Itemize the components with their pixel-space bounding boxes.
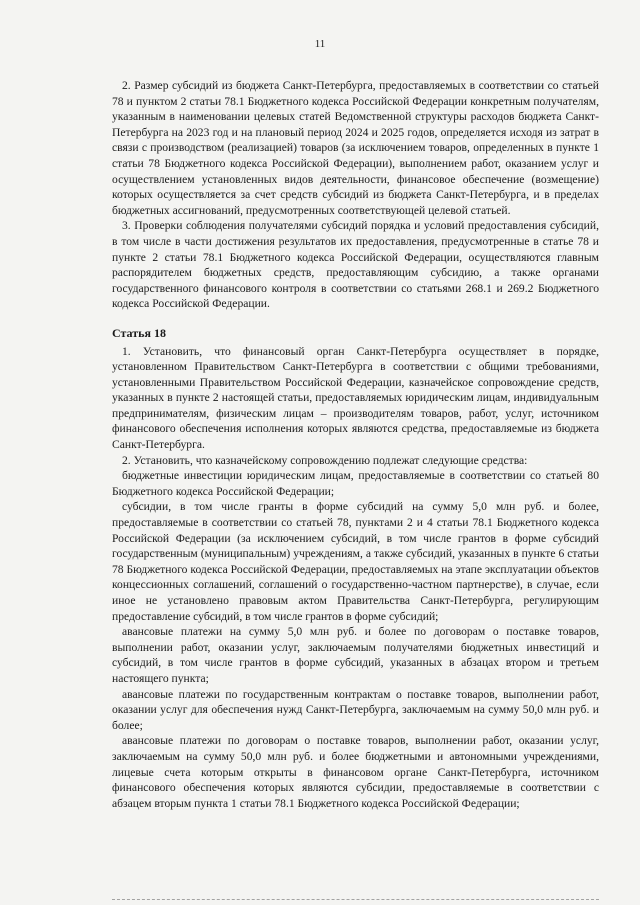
list-item-subsidies: субсидии, в том числе гранты в форме субсидий на сумму 5,0 млн руб. и более, предоставляемые в соответствии со статьей 78, пунктами 2 и 4 статьи 78.1 Бюджетного кодекса Российской Федерации (за исключением субсидий, в том числе грантов в форме субсидий государственным (муниципальным) учреждениям, а также субсидий, указанных в пункте 6 статьи 78 Бюджетного кодекса Российской Федерации, предоставляемых на этапе эксплуатации объектов концессионных соглашений, соглашений о государственно-частном партнерстве), в случае, если иное не установлено правовым актом Правительства Санкт-Петербурга, регулирующим предоставление субсидий, в том числе грантов в форме субсидий;: [112, 500, 599, 623]
paragraph-compliance-checks: 3. Проверки соблюдения получателями субсидий порядка и условий предоставления субсидий, в том числе в части достижения результатов их предоставления, предусмотренные в статье 78 и пункте 2 статьи 78.1 Бюджетного кодекса Российской Федерации, осуществляются главным распорядителем бюджетных средств, предоставляющим субсидию, а также органами государственного финансового контроля в соответствии со статьями 268.1 и 269.2 Бюджетного кодекса Российской Федерации.: [112, 219, 599, 311]
paragraph-treasury-support: 1. Установить, что финансовый орган Санкт-Петербурга осуществляет в порядке, установленном Правительством Санкт-Петербурга в соответствии с общими требованиями, установленными Правительством Российской Федерации, казначейское сопровождение средств, указанных в пункте 2 настоящей статьи, предоставляемых юридическим лицам, индивидуальным предпринимателям, физическим лицам – производителям товаров, работ, услуг, источником финансового обеспечения исполнения которых являются средства, предоставляемые из бюджета Санкт-Петербурга.: [112, 344, 599, 452]
list-item-advance-payments-contracts: авансовые платежи на сумму 5,0 млн руб. и более по договорам о поставке товаров, выполнении работ, оказании услуг, заключаемым получателями бюджетных инвестиций и субсидий, в том числе грантов в форме субсидий, указанных в абзацах втором и третьем настоящего пункта;: [112, 625, 599, 685]
article-heading: Статья 18: [112, 325, 166, 340]
list-item-advance-payments-institutions: авансовые платежи по договорам о поставке товаров, выполнении работ, оказании услуг, заключаемым на сумму 50,0 млн руб. и более бюджетными и автономными учреждениями, лицевые счета которым открыты в финансовом органе Санкт-Петербурга, источником финансового обеспечения которых являются субсидии, предоставляемые в соответствии с абзацем вторым пункта 1 статьи 78.1 Бюджетного кодекса Российской Федерации;: [112, 734, 599, 810]
list-item-advance-payments-state-contracts: авансовые платежи по государственным контрактам о поставке товаров, выполнении работ, оказании услуг для обеспечения нужд Санкт-Петербурга, заключаемым на сумму 50,0 млн руб. и более;: [112, 687, 599, 732]
list-item-budget-investments: бюджетные инвестиции юридическим лицам, предоставляемые в соответствии со статьей 80 Бюджетного кодекса Российской Федерации;: [112, 469, 599, 498]
page-number: 11: [314, 38, 326, 50]
document-body: [112, 78, 599, 811]
footer-divider: [112, 899, 599, 902]
paragraph-funds-subject: 2. Установить, что казначейскому сопровождению подлежат следующие средства:: [122, 453, 528, 467]
paragraph-size-of-subsidies: 2. Размер субсидий из бюджета Санкт-Петербурга, предоставляемых в соответствии со статьей 78 и пунктом 2 статьи 78.1 Бюджетного кодекса Российской Федерации конкретным получателям, указанным в наименовании целевых статей Ведомственной структуры расходов бюджета Санкт-Петербурга на 2023 год и на плановый период 2024 и 2025 годов, определяется исходя из затрат в связи с производством (реализацией) товаров (за исключением товаров, определенных в пункте 1 статьи 78 Бюджетного кодекса Российской Федерации), выполнением работ, оказанием услуг и осуществлением установленных видов деятельности, финансовое обеспечение (возмещение) которых осуществляется за счет средств субсидий из бюджета Санкт-Петербурга, и в пределах бюджетных ассигнований, предусмотренных соответствующей целевой статьей.: [112, 79, 599, 217]
